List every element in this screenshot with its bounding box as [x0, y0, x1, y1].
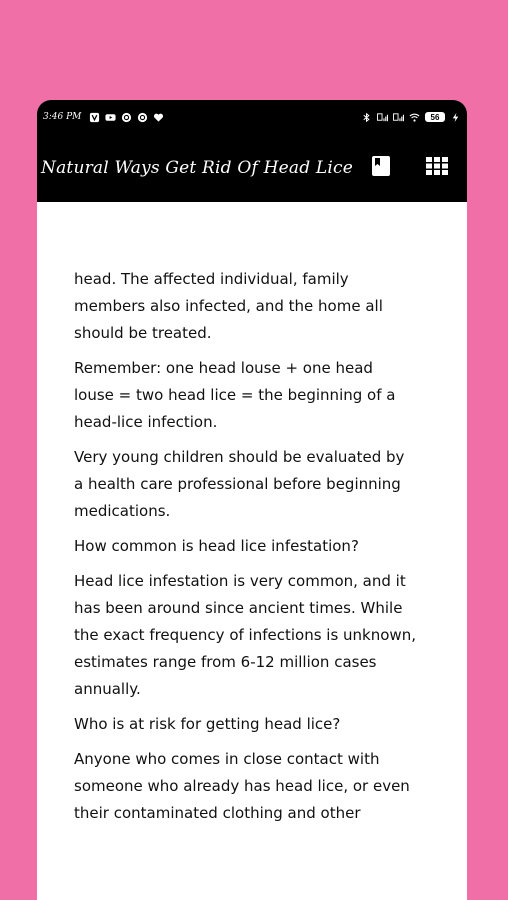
app-v-icon — [89, 112, 100, 123]
wifi-icon — [409, 112, 420, 123]
more-options-button[interactable] — [465, 148, 467, 188]
grid-view-button[interactable] — [409, 148, 465, 188]
charging-icon — [450, 112, 461, 123]
bluetooth-icon — [361, 112, 372, 123]
heart-icon — [153, 112, 164, 123]
paragraph: head. The affected individual, family members also infected, and the home all should be treated. — [74, 270, 383, 342]
battery-icon — [425, 112, 445, 122]
section-question: Who is at risk for getting head lice? — [74, 715, 341, 733]
grid-icon — [426, 157, 448, 180]
signal-icon-2 — [393, 112, 404, 123]
status-time: 3:46 PM — [43, 112, 82, 122]
article-content — [37, 202, 467, 827]
paragraph: Head lice infestation is very common, and it has been around since ancient times. While the exact frequency of infections is unknown, estimates range from 6-12 million cases annually. — [74, 572, 416, 698]
app-title: Natural Ways Get Rid Of Head Lice — [41, 158, 354, 178]
circle-app-icon — [121, 112, 132, 123]
battery-level: 56 — [430, 112, 440, 122]
section-question: How common is head lice infestation? — [74, 537, 359, 555]
youtube-icon — [105, 112, 116, 123]
circle-app-icon-2 — [137, 112, 148, 123]
app-bar — [37, 134, 467, 202]
paragraph: Very young children should be evaluated by a health care professional before beginning medications. — [74, 448, 405, 520]
status-bar — [37, 100, 467, 134]
bookmark-icon — [371, 155, 391, 182]
paragraph: Anyone who comes in close contact with someone who already has head lice, or even their contaminated clothing and other — [74, 750, 410, 822]
paragraph: Remember: one head louse + one head louse = two head lice = the beginning of a head-lice infection. — [74, 359, 396, 431]
app-bar-actions — [353, 148, 467, 188]
phone-screen — [37, 100, 467, 900]
signal-icon — [377, 112, 388, 123]
bookmark-button[interactable] — [353, 148, 409, 188]
